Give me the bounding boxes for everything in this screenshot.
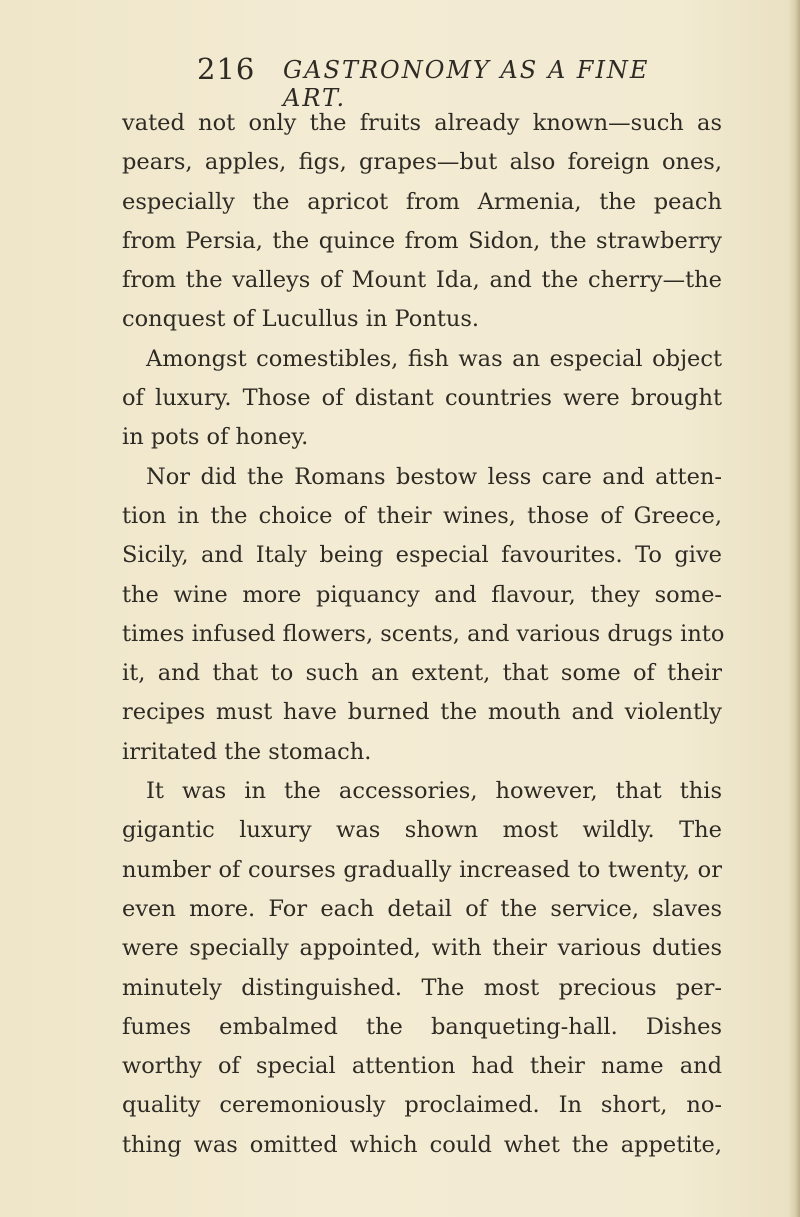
page-number: 216 [197,52,256,86]
text-line: fumes embalmed the banqueting-hall. Dishes [122,1013,722,1040]
text-line: thing was omitted which could whet the appetite, [122,1131,722,1158]
text-line: of luxury. Those of distant countries were brought [122,385,722,412]
text-line: irritated the stomach. [122,738,372,765]
text-line: even more. For each detail of the service, slaves [122,895,722,922]
text-line: Sicily, and Italy being especial favourites. To give [122,542,722,569]
text-line: tion in the choice of their wines, those of Greece, [122,502,722,529]
text-line: were specially appointed, with their various duties [122,935,722,962]
text-line: conquest of Lucullus in Pontus. [122,306,480,333]
page-edge-shadow [788,0,800,1217]
text-line: from Persia, the quince from Sidon, the strawberry [122,227,722,254]
running-title: GASTRONOMY AS A FINE ART. [283,56,650,112]
text-line: Amongst comestibles, fish was an especial object [146,345,722,372]
text-line: pears, apples, figs, grapes—but also foreign ones, [122,149,722,176]
text-line: worthy of special attention had their name and [122,1053,722,1080]
text-line: quality ceremoniously proclaimed. In short, no- [122,1092,722,1119]
text-line: times infused flowers, scents, and various drugs into [122,620,725,647]
text-line: vated not only the fruits already known—such as [122,110,722,136]
text-line: minutely distinguished. The most precious per- [122,974,722,1001]
text-line: in pots of honey. [122,424,309,451]
text-line: recipes must have burned the mouth and violently [122,699,722,726]
running-head [197,52,717,112]
text-line: number of courses gradually increased to twenty, or [122,856,722,883]
text-line: gigantic luxury was shown most wildly. The [122,817,722,844]
text-line: Nor did the Romans bestow less care and atten- [146,463,722,490]
text-line: it, and that to such an extent, that some of their [122,660,722,687]
text-line: from the valleys of Mount Ida, and the cherry—the [122,267,722,294]
text-line: the wine more piquancy and flavour, they some- [122,581,722,608]
body-text [122,104,725,1165]
text-line: especially the apricot from Armenia, the peach [122,188,722,215]
text-line: It was in the accessories, however, that this [146,778,722,805]
